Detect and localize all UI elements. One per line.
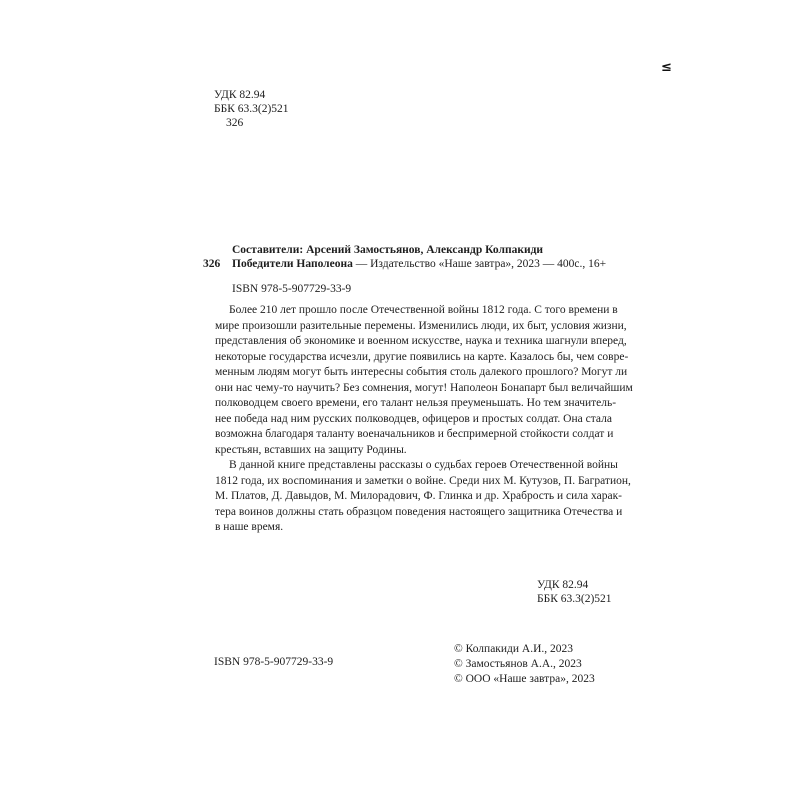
compilers-line: Составители: Арсений Замостьянов, Александр Колпакиди [232, 244, 544, 256]
isbn-entry: ISBN 978-5-907729-33-9 [232, 283, 352, 295]
corner-mark: ≤ [661, 60, 672, 75]
annotation-text [215, 303, 633, 536]
top-classification-block [214, 88, 289, 130]
annotation-line: они нас чему-то научить? Без сомнения, могут! Наполеон Бонапарт был величайшим [215, 381, 633, 394]
bibliographic-line [232, 258, 606, 270]
udk-code-bottom: УДК 82.94 [537, 579, 589, 591]
author-mark: 326 [226, 117, 244, 129]
annotation-line: крестьян, вставших на защиту Родины. [215, 443, 407, 456]
isbn-footer: ISBN 978-5-907729-33-9 [214, 656, 334, 668]
bbk-code: ББК 63.3(2)521 [214, 103, 289, 115]
author-mark-side: 326 [203, 258, 221, 270]
annotation-line: менным людям могут быть интересны события столь далекого прошлого? Могут ли [215, 366, 628, 378]
annotation-line: представления об экономике и военном искусстве, наука и техника шагнули вперед, [215, 335, 627, 347]
bottom-classification-block [537, 578, 612, 606]
annotation-line: М. Платов, Д. Давыдов, М. Милорадович, Ф. Глинка и др. Храбрость и сила харак- [215, 490, 622, 502]
book-title: Победители Наполеона [232, 258, 353, 270]
publication-details: — Издательство «Наше завтра», 2023 — 400с., 16+ [352, 258, 607, 270]
bbk-code-bottom: ББК 63.3(2)521 [537, 593, 612, 605]
annotation-line: В данной книге представлены рассказы о судьбах героев Отечественной войны [229, 459, 618, 471]
annotation-line: возможна благодаря таланту военачальников и беспримерной стойкости солдат и [215, 428, 614, 440]
annotation-line: в наше время. [215, 521, 284, 533]
copyright-line: © Замостьянов А.А., 2023 [454, 658, 582, 670]
annotation-line: нее победа над ним русских полководцев, офицеров и простых солдат. Она стала [215, 412, 612, 425]
udk-code: УДК 82.94 [214, 89, 266, 101]
copyright-block [454, 642, 595, 687]
copyright-line: © ООО «Наше завтра», 2023 [454, 673, 595, 685]
copyright-line: © Колпакиди А.И., 2023 [454, 643, 574, 655]
annotation-line: тера воинов должны стать образцом поведения настоящего защитника Отечества и [215, 505, 623, 518]
annotation-line: 1812 года, их воспоминания и заметки о войне. Среди них М. Кутузов, П. Багратион, [215, 474, 631, 487]
annotation-line: полководцем своего времени, его талант нельзя преуменьшать. Но тем значитель- [215, 397, 617, 409]
annotation-line: мире произошли разительные перемены. Изменились люди, их быт, условия жизни, [215, 319, 627, 332]
annotation-line: Более 210 лет прошло после Отечественной войны 1812 года. С того времени в [229, 304, 618, 316]
annotation-line: некоторые государства исчезли, другие появились на карте. Казалось бы, чем совре- [215, 350, 629, 363]
